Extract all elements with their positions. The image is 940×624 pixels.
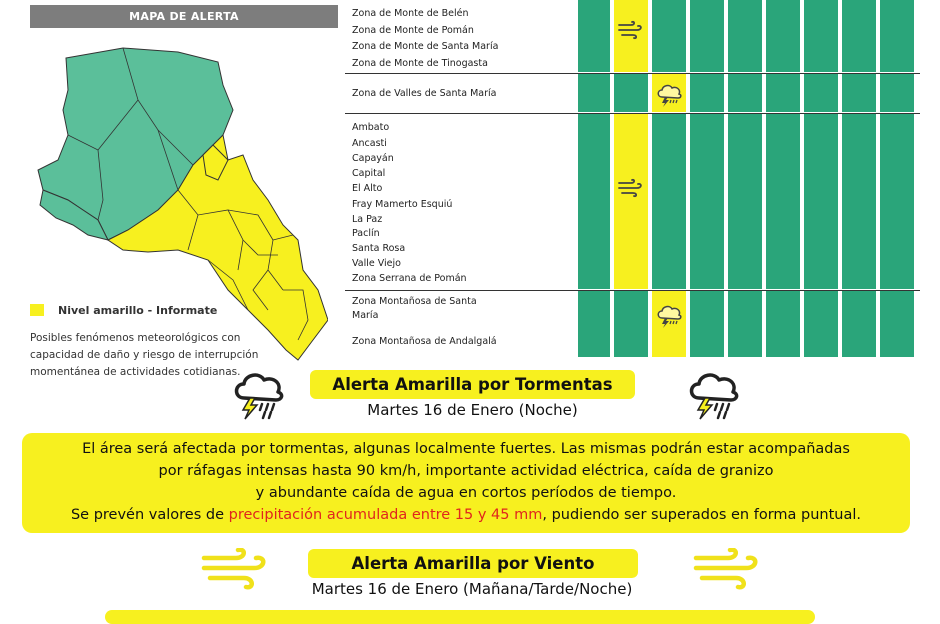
storm-alert-date: Martes 16 de Enero (Noche): [367, 401, 578, 419]
grid-cell: [578, 291, 610, 357]
grid-cell: [766, 291, 800, 357]
grid-cell: [842, 114, 876, 289]
grid-cell: [728, 74, 762, 112]
storm-icon: [655, 303, 683, 333]
grid-cell: [804, 114, 838, 289]
wind-icon: [617, 178, 643, 202]
zone-name: Zona Serrana de Pomán: [352, 273, 467, 284]
legend-swatch: [30, 304, 44, 316]
grid-cell: [766, 114, 800, 289]
zone-name: María: [352, 310, 379, 321]
grid-cell: [880, 114, 914, 289]
map-header: MAPA DE ALERTA: [30, 5, 338, 28]
grid-cell: [804, 74, 838, 112]
wind-icon: [200, 548, 270, 590]
grid-cell: [804, 291, 838, 357]
zone-name: Santa Rosa: [352, 243, 406, 254]
grid-cell: [880, 0, 914, 72]
wind-alert-date: Martes 16 de Enero (Mañana/Tarde/Noche): [311, 580, 633, 598]
zone-name: Valle Viejo: [352, 258, 401, 269]
alert-map: [28, 40, 328, 370]
storm-icon: [230, 368, 290, 420]
grid-cell: [728, 0, 762, 72]
legend-title: Nivel amarillo - Informate: [58, 304, 218, 317]
zone-name: Capital: [352, 168, 386, 179]
grid-cell: [614, 291, 648, 357]
grid-cell: [690, 291, 724, 357]
zone-name: Ancasti: [352, 138, 387, 149]
zone-name: Fray Mamerto Esquiú: [352, 199, 453, 210]
description-line: y abundante caída de agua en cortos períodos de tiempo.: [255, 485, 677, 501]
grid-cell: [578, 114, 610, 289]
description-line: por ráfagas intensas hasta 90 km/h, importante actividad eléctrica, caída de granizo: [158, 463, 774, 479]
grid-cell: [614, 74, 648, 112]
wind-alert-title: Alerta Amarilla por Viento: [308, 549, 638, 578]
grid-cell: [804, 0, 838, 72]
grid-cell: [766, 0, 800, 72]
zone-name: Zona de Valles de Santa María: [352, 88, 497, 99]
wind-alert-description: [105, 610, 815, 624]
grid-cell: [842, 291, 876, 357]
description-line: El área será afectada por tormentas, algunas localmente fuertes. Las mismas podrán estar acompañadas: [82, 441, 850, 457]
zone-name: Zona Montañosa de Santa: [352, 296, 477, 307]
grid-cell: [728, 291, 762, 357]
grid-cell: [690, 74, 724, 112]
grid-cell: [842, 0, 876, 72]
grid-cell: [690, 0, 724, 72]
zone-name: Zona de Monte de Belén: [352, 8, 469, 19]
zone-name: Zona de Monte de Tinogasta: [352, 58, 488, 69]
grid-cell: [690, 114, 724, 289]
precipitation-highlight: precipitación acumulada entre 15 y 45 mm: [228, 507, 543, 523]
zone-name: Zona de Monte de Santa María: [352, 41, 499, 52]
wind-icon: [692, 548, 762, 590]
zone-name: El Alto: [352, 183, 383, 194]
grid-cell: [880, 291, 914, 357]
grid-cell: [880, 74, 914, 112]
zone-name: Ambato: [352, 122, 390, 133]
zone-name: Zona Montañosa de Andalgalá: [352, 336, 497, 347]
zone-name: Capayán: [352, 153, 394, 164]
description-line: Se prevén valores de precipitación acumulada entre 15 y 45 mm, pudiendo ser superados en forma puntual.: [70, 507, 862, 523]
grid-cell: [652, 114, 686, 289]
grid-cell: [728, 114, 762, 289]
storm-alert-description: [22, 433, 910, 533]
storm-icon: [685, 368, 745, 420]
storm-icon: [655, 82, 683, 112]
grid-cell: [578, 0, 610, 72]
legend-description: Posibles fenómenos meteorológicos con capacidad de daño y riesgo de interrupción momentánea de actividades cotidianas.: [30, 332, 259, 378]
grid-cell: [766, 74, 800, 112]
grid-cell: [842, 74, 876, 112]
grid-cell: [652, 0, 686, 72]
zone-name: Zona de Monte de Pomán: [352, 25, 474, 36]
wind-icon: [617, 20, 643, 44]
zone-name: La Paz: [352, 214, 383, 225]
storm-alert-title: Alerta Amarilla por Tormentas: [310, 370, 635, 399]
zone-name: Paclín: [352, 228, 380, 239]
grid-cell: [578, 74, 610, 112]
